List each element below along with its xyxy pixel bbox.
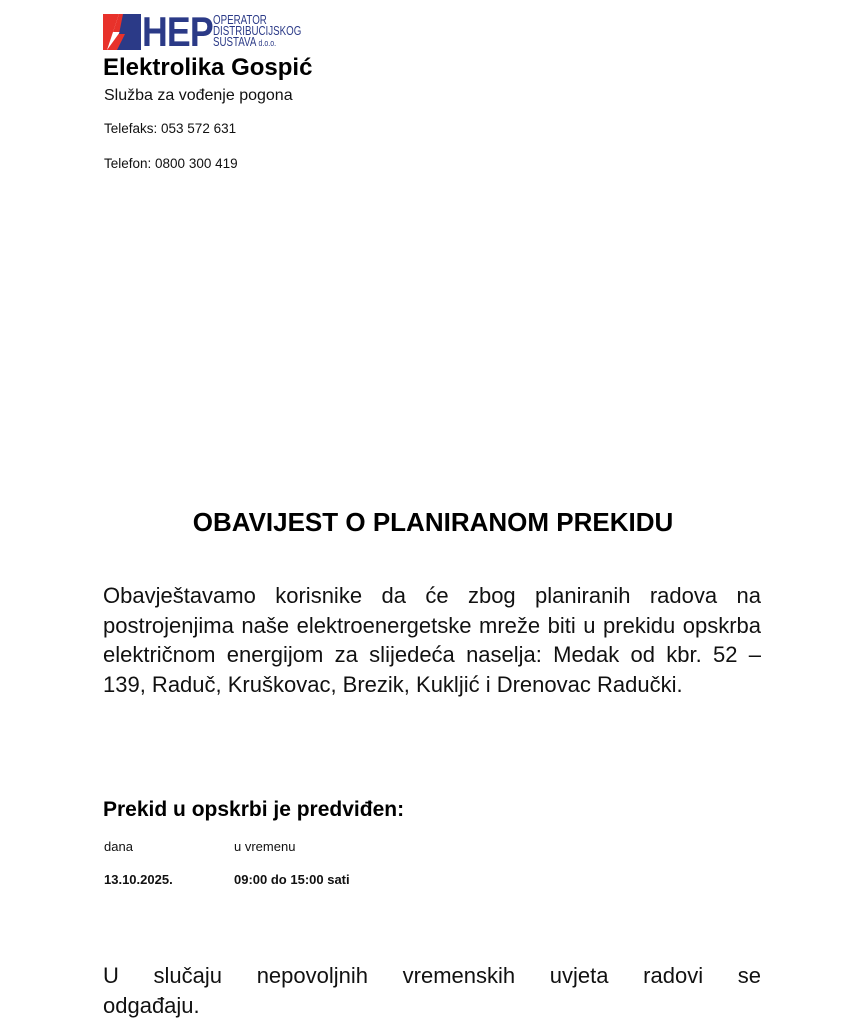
fax-number: Telefaks: 053 572 631	[104, 121, 237, 136]
department-name: Služba za vođenje pogona	[104, 87, 293, 104]
schedule-heading: Prekid u opskrbi je predviđen:	[103, 798, 405, 821]
notice-body: Obavještavamo korisnike da će zbog planiranih radova na postrojenjima naše elektroenergetske mreže biti u prekidu opskrba električnom energijom za slijedeća naselja: Medak od kbr. 52 – 139, Raduč, Kruškovac, Brezik, Kukljić i Drenovac Radučki.	[103, 583, 761, 697]
logo-brand: HEP	[142, 8, 213, 55]
time-label: u vremenu	[234, 839, 296, 854]
weather-note	[103, 961, 761, 1020]
weather-note-line-2: odgađaju.	[103, 992, 200, 1018]
logo-line-2: DISTRIBUCIJSKOG	[213, 24, 302, 38]
notice-title: OBAVIJEST O PLANIRANOM PREKIDU	[192, 507, 674, 537]
phone-number: Telefon: 0800 300 419	[104, 156, 238, 171]
logo-line-1: OPERATOR	[213, 13, 268, 27]
time-value: 09:00 do 15:00 sati	[234, 872, 350, 887]
weather-note-line-1: U slučaju nepovoljnih vremenskih uvjeta radovi se	[103, 963, 761, 988]
logo-line-3: SUSTAVA	[213, 35, 257, 49]
organization-name: Elektrolika Gospić	[103, 54, 313, 81]
logo-suffix: d.o.o.	[258, 38, 277, 48]
day-label: dana	[104, 839, 133, 854]
day-value: 13.10.2025.	[104, 872, 173, 887]
logo-subtitle	[213, 15, 301, 49]
hep-logo	[103, 8, 327, 55]
hep-lightning-icon	[103, 14, 141, 50]
